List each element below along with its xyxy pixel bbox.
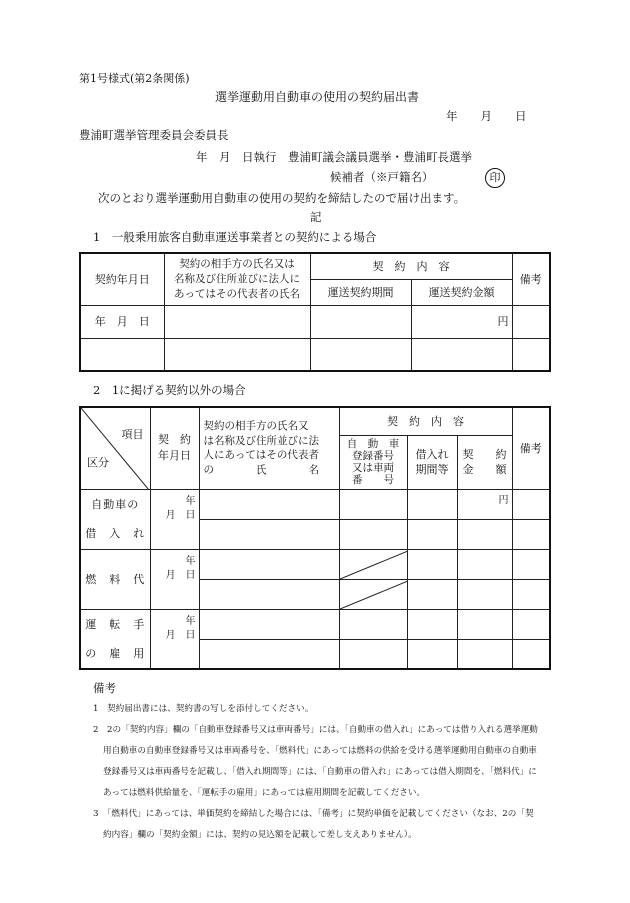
s2-car-date-monthday: 月 日 xyxy=(165,509,196,521)
section1-heading: 1 一般乗用旅客自動車運送事業者との契約による場合 xyxy=(93,230,377,244)
s2-header-category: 区分 xyxy=(87,455,109,469)
s2-header-party-line: は名称及び住所並びに法 xyxy=(203,434,319,447)
s1-row1-amount[interactable]: 円 xyxy=(411,305,512,338)
note-line: 約内容」欄の「契約金額」には、契約の見込額を記載して差し支えありません）。 xyxy=(103,830,417,840)
s2-category-fuel: 燃 料 代 xyxy=(80,549,150,609)
s2-fuel2-period[interactable] xyxy=(407,579,457,609)
s2-category-driver xyxy=(80,609,150,669)
s2-header-party xyxy=(199,407,339,489)
s1-row1-remarks[interactable] xyxy=(512,305,550,338)
s2-car2-regno[interactable] xyxy=(339,519,407,549)
s1-row2-party[interactable] xyxy=(164,338,310,371)
s2-fuel-date-year: 年 xyxy=(185,555,196,567)
s1-row2-period[interactable] xyxy=(310,338,411,371)
s2-header-period-line: 借入れ xyxy=(415,448,449,461)
s2-driver-party[interactable] xyxy=(199,609,339,639)
s2-header-item-category xyxy=(80,407,150,489)
s2-header-party-line: 人にあってはその代表者 xyxy=(203,449,319,462)
fuel-slash-line xyxy=(340,550,408,580)
s2-fuel-amount[interactable] xyxy=(457,549,512,579)
s2-car-remarks[interactable] xyxy=(512,489,550,519)
s2-driver-date[interactable] xyxy=(150,609,199,669)
s1-row2-remarks[interactable] xyxy=(512,338,550,371)
s2-fuel2-remarks[interactable] xyxy=(512,579,550,609)
s2-header-period xyxy=(407,435,457,489)
s1-header-party-line: あってはその代表者の氏名 xyxy=(174,287,300,300)
s2-fuel2-regno[interactable] xyxy=(339,579,407,609)
note-line: 登録番号又は車両番号を記載し、「借入れ期間等」には、「自動車の借入れ」にあっては借入期間を、「燃料代」に xyxy=(103,767,537,777)
s2-header-content: 契 約 内 容 xyxy=(339,407,512,435)
election-line: 年 月 日執行 豊浦町議会議員選挙・豊浦町長選挙 xyxy=(196,150,472,164)
s2-header-party-line: 契約の相手方の氏名又 xyxy=(203,420,309,433)
s2-driver2-remarks[interactable] xyxy=(512,639,550,669)
s2-header-regno-line: 又は車両 xyxy=(352,462,394,474)
s1-row1-party[interactable] xyxy=(164,305,310,338)
s2-header-date-line: 年月日 xyxy=(158,449,191,463)
s1-header-date: 契約年月日 xyxy=(80,253,164,305)
note-line: 3 「燃料代」にあっては、単価契約を締結した場合には、「備考」に契約単価を記載してください（なお、2の「契 xyxy=(93,809,534,819)
page-title: 選挙運動用自動車の使用の契約届出書 xyxy=(215,90,420,104)
diagonal-line xyxy=(81,408,149,490)
s1-header-period: 運送契約期間 xyxy=(310,279,411,305)
s1-header-party-line: 契約の相手方の氏名又は xyxy=(179,257,295,270)
s2-car-party[interactable] xyxy=(199,489,339,519)
s2-header-period-line: 期間等 xyxy=(415,463,449,476)
s2-driver2-amount[interactable] xyxy=(457,639,512,669)
s2-driver-remarks[interactable] xyxy=(512,609,550,639)
section1-table xyxy=(79,252,551,372)
s2-header-regno-line: 番 号 xyxy=(352,474,394,486)
s2-driver2-party[interactable] xyxy=(199,639,339,669)
s2-header-date xyxy=(150,407,199,489)
s2-car2-party[interactable] xyxy=(199,519,339,549)
s2-header-remarks: 備考 xyxy=(512,407,550,489)
s1-row1-date[interactable]: 年 月 日 xyxy=(80,305,164,338)
s2-car2-remarks[interactable] xyxy=(512,519,550,549)
s1-row2-amount[interactable] xyxy=(411,338,512,371)
s2-category-car-line: 借 入 れ xyxy=(85,527,146,540)
s2-fuel2-amount[interactable] xyxy=(457,579,512,609)
s2-category-driver-line: 運 転 手 xyxy=(85,617,146,631)
note-line: 1 契約届出書には、契約書の写しを添付してください。 xyxy=(93,704,314,714)
s2-fuel2-party[interactable] xyxy=(199,579,339,609)
s2-fuel-date-monthday: 月 日 xyxy=(165,569,196,581)
notes-heading: 備考 xyxy=(93,681,116,695)
s2-driver2-regno[interactable] xyxy=(339,639,407,669)
s2-driver-date-monthday: 月 日 xyxy=(165,629,196,641)
seal-mark: 印 xyxy=(485,168,505,188)
s2-fuel-regno[interactable] xyxy=(339,549,407,579)
s2-fuel-remarks[interactable] xyxy=(512,549,550,579)
date-line: 年 月 日 xyxy=(446,109,527,123)
s2-car-amount[interactable]: 円 xyxy=(457,489,512,519)
s1-header-content: 契 約 内 容 xyxy=(310,253,512,279)
s2-category-car-line: 自動車の xyxy=(91,498,140,511)
s2-driver-date-year: 年 xyxy=(185,615,196,627)
s2-driver2-period[interactable] xyxy=(407,639,457,669)
intro-text: 次のとおり選挙運動用自動車の使用の契約を締結したので届け出ます。 xyxy=(98,191,466,205)
s2-header-amount xyxy=(457,435,512,489)
s2-category-driver-line: の 雇 用 xyxy=(85,646,146,660)
s1-header-party xyxy=(164,253,310,305)
ki-mark: 記 xyxy=(310,210,322,224)
s2-category-car xyxy=(80,489,150,549)
s2-car-date[interactable] xyxy=(150,489,199,549)
s2-header-regno-line: 自 動 車 xyxy=(346,438,400,450)
s2-car2-amount[interactable] xyxy=(457,519,512,549)
form-number: 第1号様式(第2条関係) xyxy=(79,72,190,85)
s1-row1-period[interactable] xyxy=(310,305,411,338)
s2-fuel-date[interactable] xyxy=(150,549,199,609)
s2-car2-period[interactable] xyxy=(407,519,457,549)
note-line: 用自動車の自動車登録番号又は車両番号を、「燃料代」にあっては燃料の供給を受ける選挙運動用自動車の自動車 xyxy=(103,746,537,756)
s2-driver-period[interactable] xyxy=(407,609,457,639)
s2-car-period[interactable] xyxy=(407,489,457,519)
s2-car-date-year: 年 xyxy=(185,495,196,507)
candidate-label: 候補者（※戸籍名） xyxy=(330,170,434,184)
s2-car-regno[interactable] xyxy=(339,489,407,519)
s2-header-party-line: の 氏 名 xyxy=(203,463,319,476)
s2-header-amount-line: 金 額 xyxy=(462,463,507,476)
s2-header-date-line: 契 約 xyxy=(158,433,191,447)
s1-header-remarks: 備考 xyxy=(512,253,550,305)
note-line: あっては燃料供給量を、「運転手の雇用」にあっては雇用期間を記載してください。 xyxy=(103,788,426,798)
s2-header-amount-line: 契 約 xyxy=(462,448,507,461)
s2-fuel-party[interactable] xyxy=(199,549,339,579)
note-line: 2 2の「契約内容」欄の「自動車登録番号又は車両番号」には、「自動車の借入れ」にあっては借り入れる選挙運動 xyxy=(93,725,538,735)
s1-header-party-line: 名称及び住所並びに法人に xyxy=(174,272,300,285)
fuel-slash-line xyxy=(340,580,408,610)
addressee: 豊浦町選挙管理委員会委員長 xyxy=(79,128,229,142)
section2-heading: 2 1に掲げる契約以外の場合 xyxy=(93,383,246,397)
section2-table xyxy=(79,406,551,670)
s1-header-amount: 運送契約金額 xyxy=(411,279,512,305)
s1-row2-date[interactable] xyxy=(80,338,164,371)
s2-header-item: 項目 xyxy=(121,428,144,441)
s2-fuel-period[interactable] xyxy=(407,549,457,579)
s2-header-regno xyxy=(339,435,407,489)
s2-driver-amount[interactable] xyxy=(457,609,512,639)
s2-driver-regno[interactable] xyxy=(339,609,407,639)
s2-header-regno-line: 登録番号 xyxy=(352,450,394,462)
